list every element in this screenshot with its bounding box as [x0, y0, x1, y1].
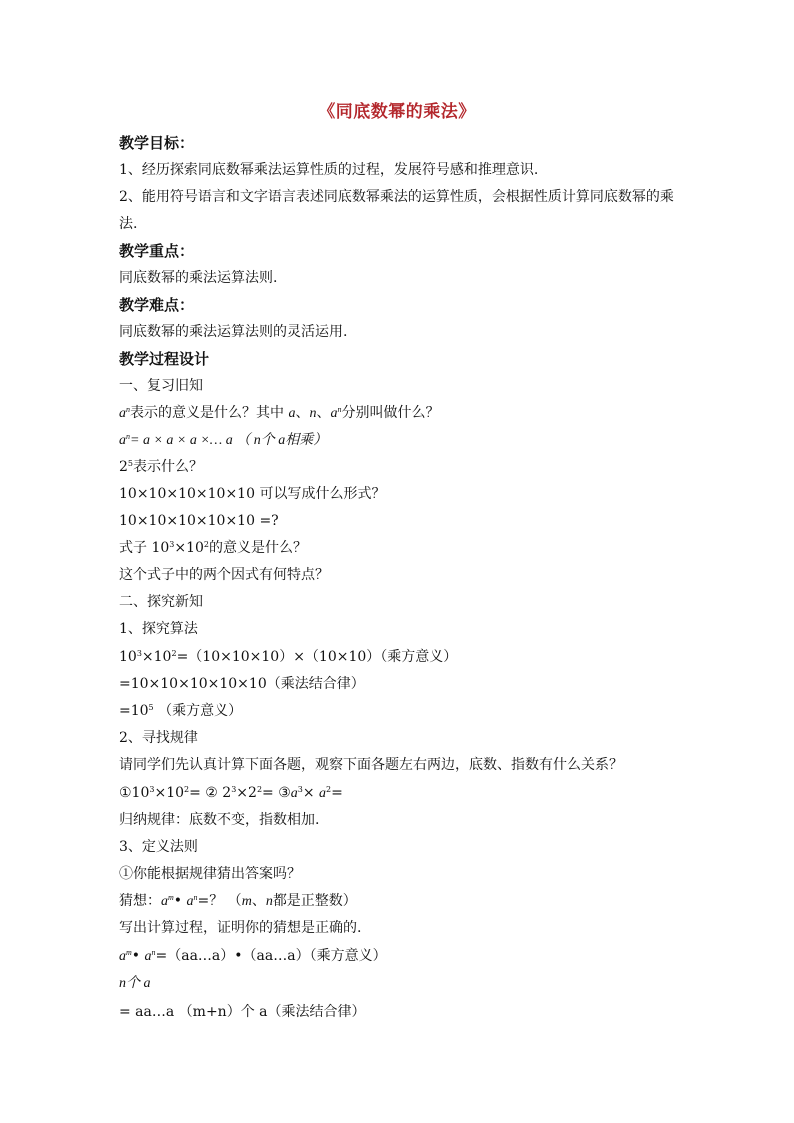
q1-text-2: 、 — [295, 405, 310, 421]
proof-var-a: a — [119, 949, 126, 964]
ex-2-mid: ×2 — [236, 785, 257, 801]
goals-heading: 教学目标： — [119, 134, 195, 152]
q5-exp-2: 2 — [203, 540, 209, 549]
ex-3-var-a-2: a — [319, 786, 327, 801]
ex-1: ①10 — [119, 785, 150, 801]
summary: 归纳规律：底数不变，指数相加. — [119, 812, 320, 828]
goal-2-continued: 法. — [119, 216, 138, 232]
guess-question: ①你能根据规律猜出答案吗？ — [119, 866, 301, 882]
review-question-6: 这个式子中的两个因式有何特点？ — [119, 567, 329, 583]
proof-rest: =（aa…a）•（aa…a）（乘方意义） — [155, 948, 387, 964]
ex-3-exp-1: 3 — [297, 785, 303, 794]
guess-post: =？ （ — [197, 893, 242, 909]
calc1-mid: ×10 — [141, 649, 172, 665]
calc3-exp: 5 — [148, 703, 154, 712]
guess-line — [119, 891, 689, 912]
difficulty-text: 同底数幂的乘法运算法则的灵活运用. — [119, 324, 348, 340]
calc-step-2: =10×10×10×10×10（乘法结合律） — [119, 676, 365, 692]
calc-step-1 — [119, 647, 689, 667]
calc3-post: （乘方意义） — [153, 703, 243, 719]
guess-var-a-2: a — [186, 894, 194, 909]
exp-5: 5 — [127, 459, 134, 468]
exp-n: n — [126, 405, 130, 414]
exp-n: n — [126, 432, 130, 441]
calc1-exp-2: 2 — [171, 649, 177, 658]
ex-2-exp-1: 3 — [231, 785, 237, 794]
var-a: a — [288, 406, 296, 421]
review-question-4: 10×10×10×10×10 =? — [119, 513, 279, 529]
guess-var-n: n — [265, 894, 273, 909]
proof-exp-n: n — [151, 948, 156, 957]
guess-var-m: m — [241, 894, 252, 909]
var-a: a — [119, 406, 126, 421]
calc-step-3 — [119, 701, 689, 721]
guess-sep: 、 — [251, 893, 266, 909]
guess-pre: 猜想： — [119, 893, 161, 909]
exercise-line — [119, 783, 689, 804]
review-question-3: 10×10×10×10×10 可以写成什么形式？ — [119, 486, 386, 502]
proof-dot: • — [131, 948, 145, 964]
calc1-exp-1: 3 — [136, 649, 142, 658]
calc1-post: =（10×10×10）×（10×10）（乘方意义） — [176, 649, 458, 665]
final-step: = aa…a （m+n）个 a（乘法结合律） — [119, 1004, 366, 1020]
explore-heading: 二、探究新知 — [119, 594, 203, 610]
ex-2: = ② 2 — [189, 785, 232, 801]
ex-1-mid: ×10 — [154, 785, 185, 801]
q2-text: 表示什么？ — [133, 459, 204, 475]
rule-question: 请同学们先认真计算下面各题，观察下面各题左右两边，底数、指数有什么关系？ — [119, 757, 623, 773]
guess-var-a: a — [161, 894, 168, 909]
subsection-1: 1、探究算法 — [119, 621, 198, 637]
difficulty-heading: 教学难点： — [119, 296, 195, 314]
proof-var-a-2: a — [144, 949, 152, 964]
ex-2-exp-2: 2 — [256, 785, 263, 794]
power-definition — [119, 430, 689, 451]
ex-3-var-a: a — [290, 786, 298, 801]
key-heading: 教学重点： — [119, 242, 195, 260]
calc3-pre: =10 — [119, 703, 149, 719]
key-text: 同底数幂的乘法运算法则. — [119, 270, 278, 286]
proof-line — [119, 946, 689, 967]
proof-exp-m: m — [126, 948, 132, 957]
review-question-5 — [119, 538, 689, 558]
q1-text-4: 分别叫做什么？ — [341, 405, 440, 421]
q5-pre: 式子 10 — [119, 540, 170, 556]
guess-exp-n: n — [193, 893, 198, 902]
q5-post: 的意义是什么？ — [209, 540, 307, 556]
n-count-label: n个 a — [119, 976, 151, 991]
q1-text-1: 表示的意义是什么？其中 — [130, 405, 289, 421]
goal-1: 1、经历探索同底数幂乘法运算性质的过程，发展符号感和推理意识. — [119, 162, 539, 178]
ex-1-exp-1: 3 — [149, 785, 155, 794]
var-n: n — [309, 406, 317, 421]
guess-exp-m: m — [168, 893, 174, 902]
var-a: a — [330, 406, 338, 421]
process-heading: 教学过程设计 — [119, 350, 210, 368]
ex-3: = ③ — [262, 785, 291, 801]
review-question-1 — [119, 403, 689, 424]
review-question-2 — [119, 457, 689, 477]
review-heading: 一、复习旧知 — [119, 378, 203, 394]
q5-exp-1: 3 — [169, 540, 175, 549]
subsection-2: 2、寻找规律 — [119, 730, 198, 746]
ex-1-exp-2: 2 — [184, 785, 190, 794]
definition-expr: = a × a × a ×… a （ n个 a相乘） — [130, 433, 328, 448]
goal-2: 2、能用符号语言和文字语言表述同底数幂乘法的运算性质，会根据性质计算同底数幂的乘 — [119, 189, 674, 205]
guess-end: 都是正整数） — [272, 893, 357, 909]
q5-mid: ×10 — [174, 540, 204, 556]
var-a: a — [119, 433, 126, 448]
document-title: 《同底数幂的乘法》 — [318, 102, 476, 122]
calc1-pre: 10 — [119, 649, 137, 665]
exp-n: n — [337, 405, 342, 414]
proof-question: 写出计算过程，证明你的猜想是正确的. — [119, 920, 362, 936]
guess-dot: • — [173, 893, 187, 909]
q1-text-3: 、 — [316, 405, 331, 421]
ex-end: = — [331, 785, 343, 801]
base-2: 2 — [119, 459, 128, 475]
subsection-3: 3、定义法则 — [119, 839, 198, 855]
ex-3-exp-2: 2 — [326, 785, 332, 794]
ex-3-mid: × — [302, 785, 320, 801]
